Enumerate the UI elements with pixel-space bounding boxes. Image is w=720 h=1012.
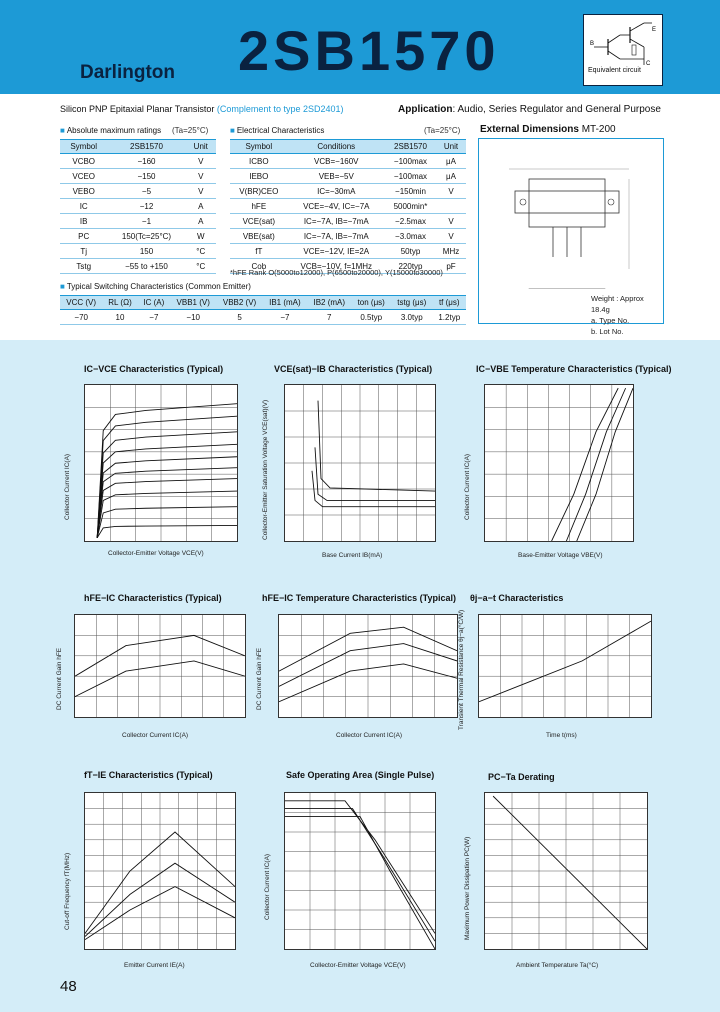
abs-max-condition: (Ta=25°C) — [172, 126, 209, 135]
complement-text: (Complement to type 2SD2401) — [216, 104, 344, 114]
chart6-title: θj−a−t Characteristics — [470, 593, 564, 603]
page-number: 48 — [60, 978, 77, 995]
electrical-cell: −3.0max — [385, 229, 436, 244]
electrical-condition: (Ta=25°C) — [424, 126, 461, 135]
switching-cell: 3.0typ — [391, 310, 433, 325]
abs-max-cell: PC — [60, 229, 107, 244]
switching-cell: 10 — [102, 310, 137, 325]
chart4-plot — [74, 614, 246, 718]
switching-cell: −70 — [60, 310, 102, 325]
abs-max-cell: °C — [186, 244, 216, 259]
electrical-row — [230, 184, 466, 199]
electrical-cell: −100max — [385, 154, 436, 169]
curve — [97, 507, 237, 538]
electrical-row — [230, 214, 466, 229]
chart3-title: IC−VBE Temperature Characteristics (Typical) — [476, 364, 672, 374]
electrical-row — [230, 199, 466, 214]
package-outline-icon — [479, 139, 663, 289]
switching-header: IB2 (mA) — [307, 296, 351, 310]
abs-max-table — [60, 139, 216, 274]
abs-max-cell: VCEO — [60, 169, 107, 184]
switching-cell: 0.5typ — [351, 310, 391, 325]
electrical-cell: −150min — [385, 184, 436, 199]
switching-header: VCC (V) — [60, 296, 102, 310]
switching-cell: −7 — [263, 310, 307, 325]
chart5-title: hFE−IC Temperature Characteristics (Typical) — [262, 593, 456, 603]
abs-max-cell: A — [186, 214, 216, 229]
external-notes — [591, 293, 663, 337]
p6-graph — [479, 615, 651, 717]
abs-max-row — [60, 184, 216, 199]
electrical-table — [230, 139, 466, 274]
equivalent-circuit-label: Equivalent circuit — [588, 67, 641, 74]
curve — [318, 401, 435, 491]
external-note: a. Type No. — [591, 316, 630, 325]
chart2-title: VCE(sat)−IB Characteristics (Typical) — [274, 364, 433, 374]
application-line — [398, 104, 661, 115]
electrical-cell: ICBO — [230, 154, 288, 169]
external-dimensions-box — [478, 138, 664, 336]
electrical-cell: 220typ — [385, 259, 436, 274]
p1-graph — [85, 385, 237, 541]
electrical-cell: V — [436, 184, 466, 199]
electrical-title: ■ Electrical Characteristics — [230, 126, 325, 135]
abs-max-cell: −160 — [107, 154, 185, 169]
chart3-ylabel: Collector Current IC(A) — [464, 453, 471, 520]
abs-max-cell: −150 — [107, 169, 185, 184]
curve — [97, 444, 237, 538]
curve — [97, 416, 237, 538]
abs-max-cell: VCBO — [60, 154, 107, 169]
chart2-ylabel: Collector-Emitter Saturation Voltage VCE(sat)(V) — [262, 399, 269, 540]
electrical-cell: VCE(sat) — [230, 214, 288, 229]
electrical-cell: IC=−30mA — [288, 184, 385, 199]
chart4-title: hFE−IC Characteristics (Typical) — [84, 593, 222, 603]
abs-max-cell: IC — [60, 199, 107, 214]
switching-row — [60, 310, 466, 325]
electrical-row — [230, 154, 466, 169]
electrical-cell: −100max — [385, 169, 436, 184]
chart5-ylabel: DC Current Gain hFE — [256, 647, 263, 710]
curve — [97, 525, 237, 537]
application-text: : Audio, Series Regulator and General Purpose — [452, 104, 661, 115]
switching-header: RL (Ω) — [102, 296, 137, 310]
electrical-cell: −2.5max — [385, 214, 436, 229]
chart7-title: fT−IE Characteristics (Typical) — [84, 770, 213, 780]
abs-max-header: Unit — [186, 140, 216, 154]
curve — [566, 388, 625, 541]
p2-graph — [285, 385, 435, 541]
electrical-header: 2SB1570 — [385, 140, 436, 154]
external-note: Weight : Approx 18.4g — [591, 294, 644, 314]
chart9-plot — [484, 792, 648, 950]
electrical-cell: MHz — [436, 244, 466, 259]
chart5-xlabel: Collector Current IC(A) — [336, 732, 403, 739]
electrical-cell: IEBO — [230, 169, 288, 184]
chart3-plot — [484, 384, 634, 542]
curve — [312, 471, 435, 507]
electrical-header: Unit — [436, 140, 466, 154]
abs-max-header: 2SB1570 — [107, 140, 185, 154]
electrical-cell: VCB=−10V, f=1MHz — [288, 259, 385, 274]
curve — [315, 447, 435, 500]
p7-graph — [85, 793, 235, 949]
electrical-header: Conditions — [288, 140, 385, 154]
description-text: Silicon PNP Epitaxial Planar Transistor — [60, 104, 215, 114]
svg-text:E: E — [652, 27, 657, 33]
curve — [97, 491, 237, 538]
switching-header: tstg (μs) — [391, 296, 433, 310]
electrical-cell: VEB=−5V — [288, 169, 385, 184]
chart6-xlabel: Time t(ms) — [546, 732, 577, 739]
p3-graph — [485, 385, 633, 541]
electrical-cell: VCE=−4V, IC=−7A — [288, 199, 385, 214]
abs-max-cell: V — [186, 169, 216, 184]
chart9-ylabel: Maximum Power Dissipation PC(W) — [464, 836, 471, 940]
chart8-ylabel: Collector Current IC(A) — [264, 853, 271, 920]
external-dimensions-title: External Dimensions MT-200 — [480, 124, 616, 135]
curve — [97, 468, 237, 538]
chart7-ylabel: Cut-off Frequency fT(MHz) — [64, 852, 71, 930]
abs-max-row — [60, 259, 216, 274]
abs-max-cell: 150 — [107, 244, 185, 259]
chart6-ylabel: Transient Thermal Resistance θj−a(°C/W) — [458, 609, 465, 730]
chart8-plot — [284, 792, 436, 950]
electrical-cell: Cob — [230, 259, 288, 274]
electrical-cell: VCB=−160V — [288, 154, 385, 169]
equivalent-circuit — [583, 14, 663, 86]
external-note: b. Lot No. — [591, 327, 624, 336]
series-label: Darlington — [80, 62, 175, 83]
chart1-ylabel: Collector Current IC(A) — [64, 453, 71, 520]
application-label: Application — [398, 104, 453, 115]
switching-header: IC (A) — [138, 296, 170, 310]
electrical-cell: μA — [436, 169, 466, 184]
chart3-xlabel: Base-Emitter Voltage VBE(V) — [518, 552, 603, 559]
electrical-row — [230, 229, 466, 244]
circuit-diagram-icon — [586, 17, 662, 67]
electrical-cell: V — [436, 214, 466, 229]
p8-graph — [285, 793, 435, 949]
abs-max-cell: Tj — [60, 244, 107, 259]
electrical-cell: V(BR)CEO — [230, 184, 288, 199]
abs-max-cell: Tstg — [60, 259, 107, 274]
abs-max-cell: 150(Tc=25°C) — [107, 229, 185, 244]
electrical-cell: 5000min* — [385, 199, 436, 214]
model-title: 2SB1570 — [238, 19, 500, 82]
abs-max-cell: −12 — [107, 199, 185, 214]
chart1-xlabel: Collector-Emitter Voltage VCE(V) — [108, 550, 204, 557]
switching-title: ■ Typical Switching Characteristics (Common Emitter) — [60, 282, 251, 291]
chart9-xlabel: Ambient Temperature Ta(°C) — [516, 962, 599, 969]
chart4-xlabel: Collector Current IC(A) — [122, 732, 189, 739]
electrical-cell — [436, 199, 466, 214]
chart2-xlabel: Base Current IB(mA) — [322, 552, 383, 559]
electrical-cell: hFE — [230, 199, 288, 214]
switching-header: VBB1 (V) — [170, 296, 216, 310]
abs-max-row — [60, 154, 216, 169]
electrical-cell: VBE(sat) — [230, 229, 288, 244]
chart1-title: IC−VCE Characteristics (Typical) — [84, 364, 224, 374]
abs-max-cell: V — [186, 184, 216, 199]
abs-max-row — [60, 199, 216, 214]
electrical-cell: pF — [436, 259, 466, 274]
chart6-plot — [478, 614, 652, 718]
svg-text:B: B — [590, 41, 595, 47]
part-description — [60, 104, 343, 114]
electrical-cell: 50typ — [385, 244, 436, 259]
electrical-row — [230, 244, 466, 259]
switching-table — [60, 295, 466, 325]
chart8-title: Safe Operating Area (Single Pulse) — [286, 770, 435, 780]
switching-cell: −10 — [170, 310, 216, 325]
electrical-cell: IC=−7A, IB=−7mA — [288, 229, 385, 244]
abs-max-cell: −55 to +150 — [107, 259, 185, 274]
abs-max-header: Symbol — [60, 140, 107, 154]
switching-header: ton (μs) — [351, 296, 391, 310]
chart2-plot — [284, 384, 436, 542]
switching-header: VBB2 (V) — [216, 296, 262, 310]
switching-cell: 7 — [307, 310, 351, 325]
p4-graph — [75, 615, 245, 717]
abs-max-cell: VEBO — [60, 184, 107, 199]
abs-max-cell: −1 — [107, 214, 185, 229]
abs-max-row — [60, 244, 216, 259]
curve — [552, 388, 619, 541]
chart7-plot — [84, 792, 236, 950]
hfe-rank-note: *hFE Rank O(5000to12000), P(6500to20000), Y(15000to30000) — [230, 268, 443, 277]
electrical-cell: V — [436, 229, 466, 244]
electrical-cell: VCE=−12V, IE=2A — [288, 244, 385, 259]
curve — [493, 796, 647, 949]
switching-header: IB1 (mA) — [263, 296, 307, 310]
abs-max-cell: A — [186, 199, 216, 214]
abs-max-cell: °C — [186, 259, 216, 274]
chart9-title: PC−Ta Derating — [488, 772, 555, 782]
electrical-header: Symbol — [230, 140, 288, 154]
abs-max-cell: −5 — [107, 184, 185, 199]
abs-max-title: ■ Absolute maximum ratings — [60, 126, 162, 135]
p5-graph — [279, 615, 457, 717]
electrical-cell: IC=−7A, IB=−7mA — [288, 214, 385, 229]
chart8-xlabel: Collector-Emitter Voltage VCE(V) — [310, 962, 406, 969]
header-banner — [0, 0, 720, 94]
switching-cell: 1.2typ — [433, 310, 466, 325]
switching-header: tf (μs) — [433, 296, 466, 310]
abs-max-cell: W — [186, 229, 216, 244]
abs-max-row — [60, 229, 216, 244]
switching-cell: −7 — [138, 310, 170, 325]
chart7-xlabel: Emitter Current IE(A) — [124, 962, 185, 969]
abs-max-cell: V — [186, 154, 216, 169]
abs-max-row — [60, 169, 216, 184]
switching-cell: 5 — [216, 310, 262, 325]
chart4-ylabel: DC Current Gain hFE — [56, 647, 63, 710]
electrical-cell: μA — [436, 154, 466, 169]
abs-max-row — [60, 214, 216, 229]
chart5-plot — [278, 614, 458, 718]
electrical-cell: fT — [230, 244, 288, 259]
chart1-plot — [84, 384, 238, 542]
svg-text:C: C — [646, 61, 651, 67]
abs-max-cell: IB — [60, 214, 107, 229]
curve — [577, 388, 633, 541]
electrical-row — [230, 169, 466, 184]
p9-graph — [485, 793, 647, 949]
